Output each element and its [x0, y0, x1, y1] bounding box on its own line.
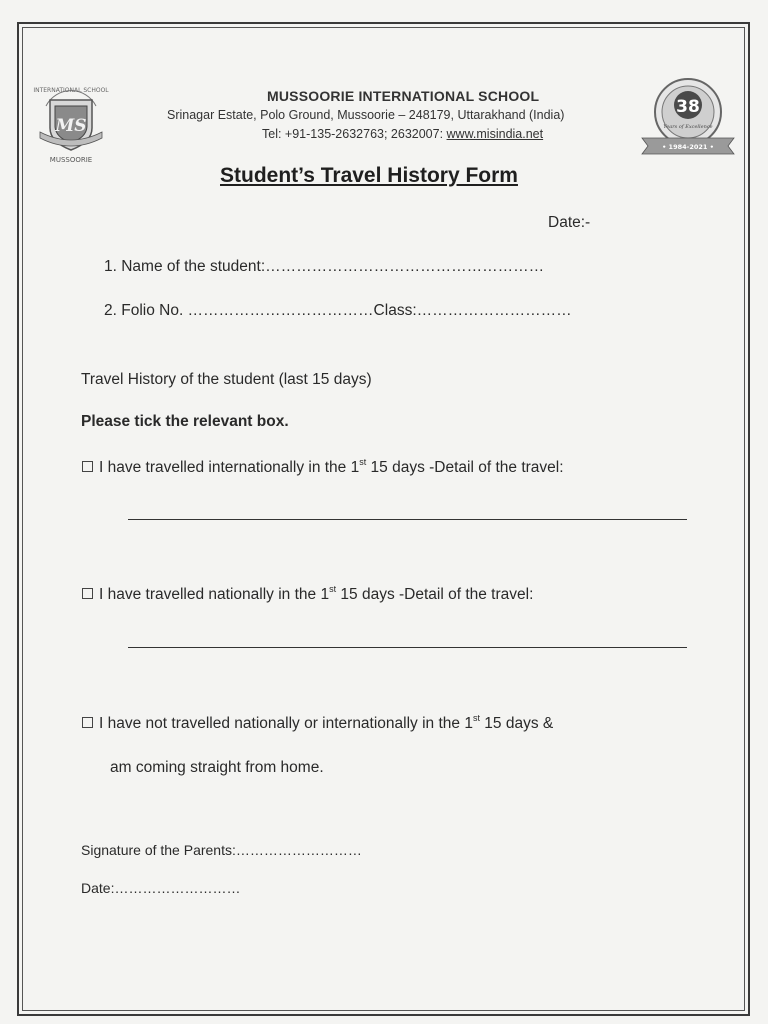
option-international: [82, 459, 564, 477]
option-international-text: I have travelled internationally in the 1: [99, 459, 360, 476]
national-checkbox[interactable]: [82, 588, 93, 599]
crest-monogram: MS: [55, 116, 87, 136]
crest-ring-text: INTERNATIONAL SCHOOL: [33, 87, 109, 94]
date-field-bottom[interactable]: Date:………………………: [81, 880, 241, 896]
anniversary-badge: [638, 72, 738, 160]
telephone-numbers: Tel: +91-135-2632763; 2632007:: [262, 127, 447, 141]
international-detail-line[interactable]: [128, 519, 687, 520]
school-address: Srinagar Estate, Polo Ground, Mussoorie – 248179, Uttarakhand (India): [167, 108, 565, 122]
travel-history-heading: Travel History of the student (last 15 days): [81, 371, 372, 388]
ordinal-suffix: st: [359, 457, 367, 467]
not-travelled-checkbox[interactable]: [82, 717, 93, 728]
parent-signature-field[interactable]: Signature of the Parents:………………………: [81, 842, 362, 858]
national-detail-line[interactable]: [128, 647, 687, 648]
school-crest-logo: [32, 76, 110, 166]
ordinal-suffix: st: [329, 584, 337, 594]
option-not-travelled-line2: am coming straight from home.: [110, 759, 324, 776]
student-name-field[interactable]: 1. Name of the student:………………………………………………: [104, 258, 545, 275]
folio-class-field[interactable]: 2. Folio No. ………………………………Class:…………………………: [104, 302, 572, 319]
school-contact: [262, 127, 543, 141]
badge-years: • 1984-2021 •: [662, 143, 714, 151]
international-checkbox[interactable]: [82, 461, 93, 472]
option-not-travelled-text-end: 15 days &: [479, 715, 554, 732]
crest-bottom-text: MUSSOORIE: [49, 156, 93, 164]
ordinal-suffix: st: [472, 713, 480, 723]
option-not-travelled-text: I have not travelled nationally or internationally in the 1: [99, 715, 473, 732]
date-field-top[interactable]: Date:-: [548, 214, 591, 231]
option-national-text: I have travelled nationally in the 1: [99, 586, 330, 603]
form-title: Student’s Travel History Form: [220, 164, 518, 187]
option-not-travelled: [82, 715, 553, 733]
school-website-link[interactable]: www.misindia.net: [446, 127, 544, 141]
tick-instruction: Please tick the relevant box.: [81, 413, 289, 430]
option-national-text-end: 15 days -Detail of the travel:: [336, 586, 534, 603]
option-international-text-end: 15 days -Detail of the travel:: [366, 459, 564, 476]
badge-caption: Years of Excellence: [663, 124, 713, 130]
badge-number: 38: [676, 97, 700, 117]
school-name: MUSSOORIE INTERNATIONAL SCHOOL: [267, 88, 540, 104]
option-national: [82, 586, 533, 604]
